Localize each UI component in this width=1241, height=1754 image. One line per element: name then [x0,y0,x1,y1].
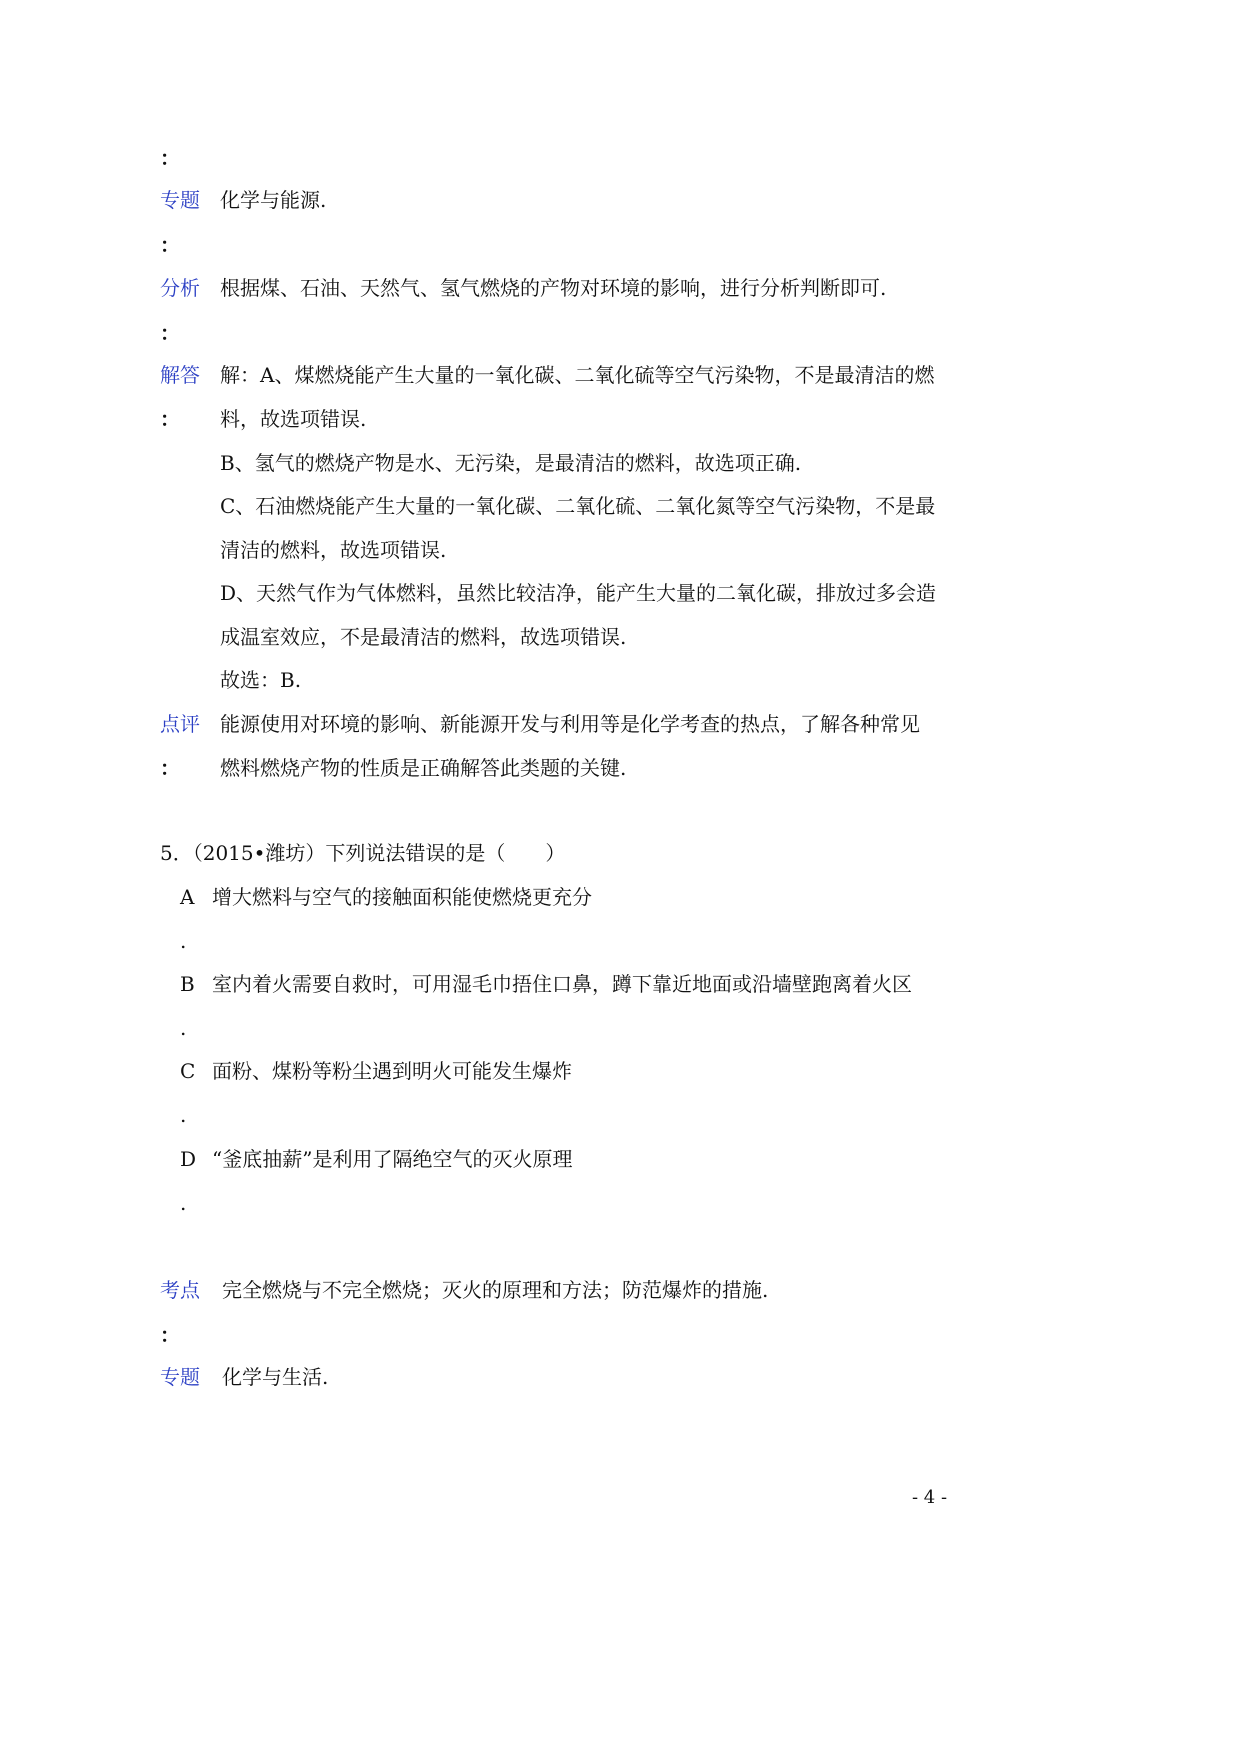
option-dot: . [180,1191,187,1215]
answer-line: 故选：B. [220,668,302,692]
answer-line: 料，故选项错误. [220,407,367,431]
answer-line: 清洁的燃料，故选项错误. [220,538,447,562]
answer-line: 成温室效应，不是最清洁的燃料，故选项错误. [220,625,627,649]
question-stem: 5．（2015•潍坊）下列说法错误的是（ ） [160,841,566,865]
option-dot: . [180,929,187,953]
option-letter: B [180,972,195,996]
answer-label: 解答 [160,363,200,387]
comment-line: 燃料燃烧产物的性质是正确解答此类题的关键. [220,756,627,780]
topic2-label: 专题 [160,1365,200,1389]
comment-colon: ： [160,756,180,780]
answer-line: 解：A、煤燃烧能产生大量的一氧化碳、二氧化硫等空气污染物，不是最清洁的燃 [220,363,935,387]
topic-colon: ： [160,233,180,257]
exam-point-text: 完全燃烧与不完全燃烧；灭火的原理和方法；防范爆炸的措施. [222,1278,769,1302]
comment-label: 点评 [160,712,200,736]
answer-line: B、氢气的燃烧产物是水、无污染，是最清洁的燃料，故选项正确. [220,451,802,475]
analysis-text: 根据煤、石油、天然气、氢气燃烧的产物对环境的影响，进行分析判断即可. [220,276,887,300]
top-colon: ： [160,146,180,170]
option-text: 增大燃料与空气的接触面积能使燃烧更充分 [212,885,592,909]
answer-line: D、天然气作为气体燃料，虽然比较洁净，能产生大量的二氧化碳，排放过多会造 [220,581,937,605]
answer-colon: ： [160,407,180,431]
topic-text: 化学与能源. [220,188,327,212]
comment-line: 能源使用对环境的影响、新能源开发与利用等是化学考查的热点，了解各种常见 [220,712,920,736]
option-text: “釜底抽薪”是利用了隔绝空气的灭火原理 [212,1147,573,1171]
option-dot: . [180,1103,187,1127]
topic-label: 专题 [160,188,200,212]
option-dot: . [180,1016,187,1040]
exam-point-colon: ： [160,1323,180,1347]
option-text: 室内着火需要自救时，可用湿毛巾捂住口鼻，蹲下靠近地面或沿墙壁跑离着火区 [212,972,912,996]
exam-point-label: 考点 [160,1278,200,1302]
option-text: 面粉、煤粉等粉尘遇到明火可能发生爆炸 [212,1059,572,1083]
option-letter: A [180,885,195,909]
analysis-label: 分析 [160,276,200,300]
page-number: - 4 - [912,1487,948,1508]
analysis-colon: ： [160,321,180,345]
option-letter: D [180,1147,197,1171]
answer-line: C、石油燃烧能产生大量的一氧化碳、二氧化硫、二氧化氮等空气污染物，不是最 [220,494,936,518]
option-letter: C [180,1059,196,1083]
topic2-text: 化学与生活. [222,1365,329,1389]
